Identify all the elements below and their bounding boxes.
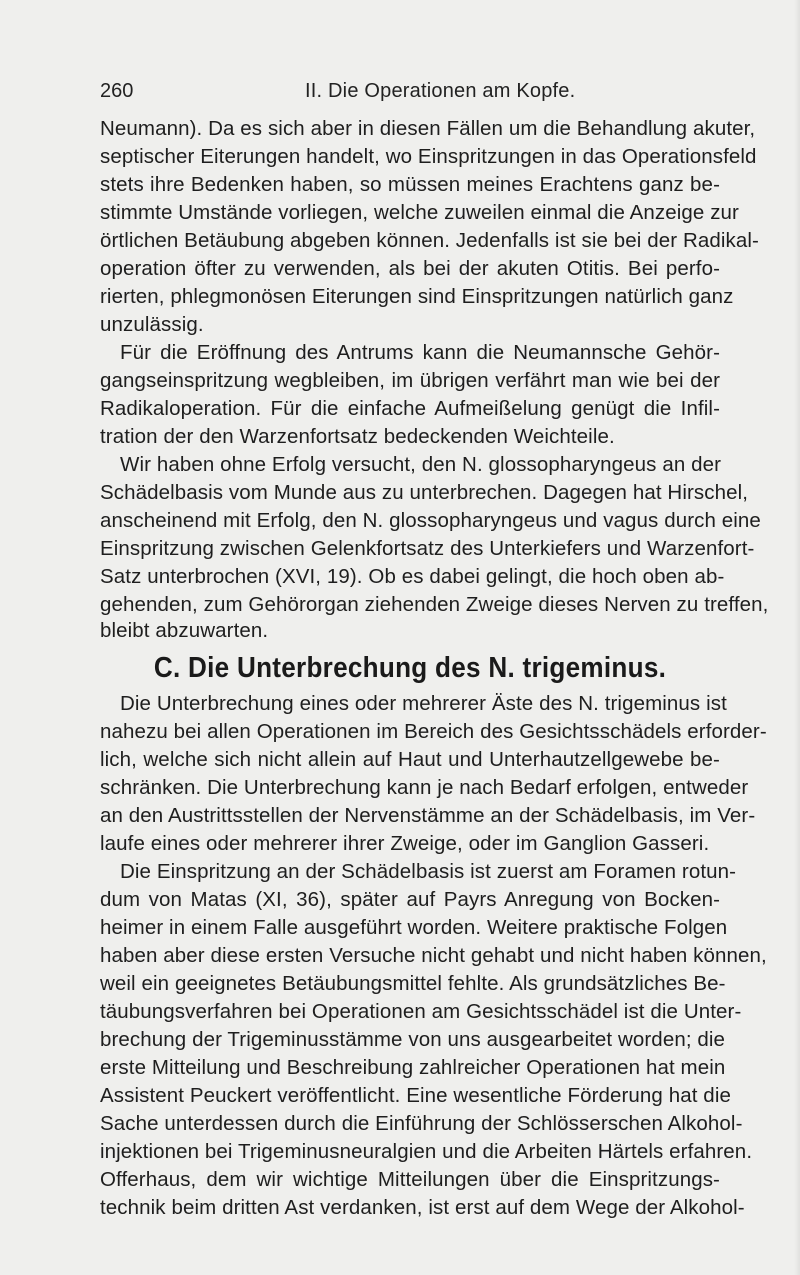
- text-line: Für die Eröffnung des Antrums kann die Neumannsche Gehör-: [120, 341, 720, 364]
- text-line: stets ihre Bedenken haben, so müssen meines Erachtens ganz be-: [100, 173, 720, 196]
- text-line: rierten, phlegmonösen Eiterungen sind Einspritzungen natürlich ganz: [100, 285, 734, 308]
- text-line: bleibt abzuwarten.: [100, 619, 269, 642]
- text-line: haben aber diese ersten Versuche nicht gehabt und nicht haben können,: [100, 944, 767, 967]
- text-line: technik beim dritten Ast verdanken, ist erst auf dem Wege der Alkohol-: [100, 1196, 745, 1219]
- text-line: tration der den Warzenfortsatz bedeckenden Weichteile.: [100, 425, 615, 448]
- text-line: laufe eines oder mehrerer ihrer Zweige, oder im Ganglion Gasseri.: [100, 832, 710, 855]
- text-line: weil ein geeignetes Betäubungsmittel fehlte. Als grundsätzliches Be-: [100, 972, 726, 995]
- text-line: erste Mitteilung und Beschreibung zahlreicher Operationen hat mein: [100, 1056, 726, 1079]
- text-line: täubungsverfahren bei Operationen am Gesichtsschädel ist die Unter-: [100, 1000, 742, 1023]
- page-edge-shadow: [794, 0, 800, 1275]
- text-line: Radikaloperation. Für die einfache Aufmeißelung genügt die Infil-: [100, 397, 720, 420]
- page-header: [100, 78, 720, 104]
- text-line: septischer Eiterungen handelt, wo Einspritzungen in das Operationsfeld: [100, 145, 757, 168]
- text-line: operation öfter zu verwenden, als bei der akuten Otitis. Bei perfo-: [100, 257, 720, 280]
- text-line: örtlichen Betäubung abgeben können. Jedenfalls ist sie bei der Radikal-: [100, 229, 759, 252]
- text-line: gangseinspritzung wegbleiben, im übrigen verfährt man wie bei der: [100, 369, 720, 392]
- text-line: anscheinend mit Erfolg, den N. glossopharyngeus und vagus durch eine: [100, 509, 761, 532]
- text-line: gehenden, zum Gehörorgan ziehenden Zweige dieses Nerven zu treffen,: [100, 593, 769, 616]
- text-line: Die Einspritzung an der Schädelbasis ist zuerst am Foramen rotun-: [120, 860, 737, 883]
- text-line: injektionen bei Trigeminusneuralgien und die Arbeiten Härtels erfahren.: [100, 1140, 753, 1163]
- text-line: Neumann). Da es sich aber in diesen Fällen um die Behandlung akuter,: [100, 117, 756, 140]
- text-line: brechung der Trigeminusstämme von uns ausgearbeitet worden; die: [100, 1028, 726, 1051]
- text-line: Schädelbasis vom Munde aus zu unterbrechen. Dagegen hat Hirschel,: [100, 481, 749, 504]
- page-number: 260: [100, 80, 134, 102]
- text-line: Die Unterbrechung eines oder mehrerer Äste des N. trigeminus ist: [120, 692, 727, 715]
- text-line: stimmte Umstände vorliegen, welche zuweilen einmal die Anzeige zur: [100, 201, 739, 224]
- text-line: schränken. Die Unterbrechung kann je nach Bedarf erfolgen, entweder: [100, 776, 749, 799]
- text-line: Assistent Peuckert veröffentlicht. Eine wesentliche Förderung hat die: [100, 1084, 731, 1107]
- text-line: an den Austrittsstellen der Nervenstämme an der Schädelbasis, im Ver-: [100, 804, 756, 827]
- text-line: Offerhaus, dem wir wichtige Mitteilungen über die Einspritzungs-: [100, 1168, 720, 1191]
- text-line: Satz unterbrochen (XVI, 19). Ob es dabei gelingt, die hoch oben ab-: [100, 565, 725, 588]
- text-line: lich, welche sich nicht allein auf Haut und Unterhautzellgewebe be-: [100, 748, 720, 771]
- text-line: Einspritzung zwischen Gelenkfortsatz des Unterkiefers und Warzenfort-: [100, 537, 755, 560]
- text-line: unzulässig.: [100, 313, 204, 336]
- text-line: Sache unterdessen durch die Einführung der Schlösserschen Alkohol-: [100, 1112, 743, 1135]
- section-heading: C. Die Unterbrechung des N. trigeminus.: [153, 652, 667, 684]
- text-line: dum von Matas (XI, 36), später auf Payrs Anregung von Bocken-: [100, 888, 720, 911]
- text-line: nahezu bei allen Operationen im Bereich des Gesichtsschädels erforder-: [100, 720, 767, 743]
- running-head: II. Die Operationen am Kopfe.: [305, 80, 576, 102]
- text-line: heimer in einem Falle ausgeführt worden. Weitere praktische Folgen: [100, 916, 728, 939]
- text-line: Wir haben ohne Erfolg versucht, den N. glossopharyngeus an der: [120, 453, 722, 476]
